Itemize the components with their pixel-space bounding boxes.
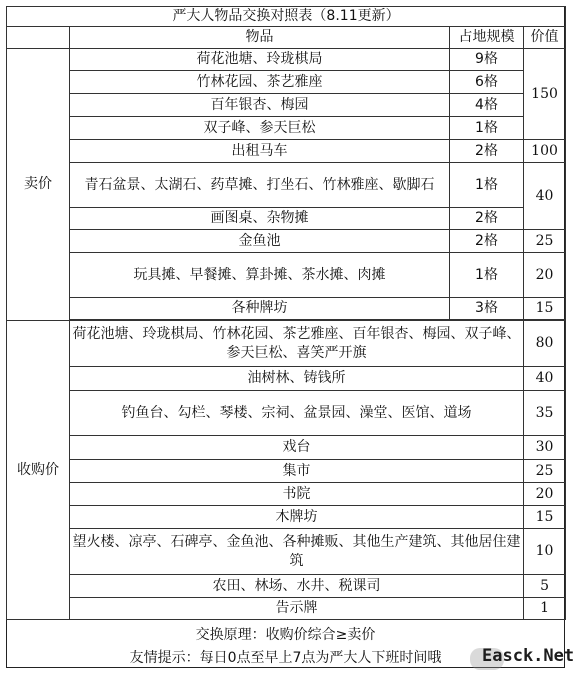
buy-item: 农田、林场、水井、税课司 xyxy=(70,575,524,598)
buy-item: 油树林、铸钱所 xyxy=(70,367,524,391)
header-value: 价值 xyxy=(524,27,566,49)
sell-item: 双子峰、参天巨松 xyxy=(70,117,450,140)
table-row xyxy=(7,117,566,140)
sell-item: 出租马车 xyxy=(70,140,450,163)
header-row xyxy=(7,27,566,49)
sell-area: 2格 xyxy=(450,208,524,230)
sell-area: 1格 xyxy=(450,253,524,298)
buy-item: 告示牌 xyxy=(70,598,524,620)
buy-item: 集市 xyxy=(70,460,524,483)
buy-value: 1 xyxy=(524,598,566,620)
sell-section-label: 卖价 xyxy=(7,49,70,321)
table-row xyxy=(7,321,566,367)
buy-section-label: 收购价 xyxy=(7,321,70,620)
sell-area: 1格 xyxy=(450,163,524,208)
sell-area: 4格 xyxy=(450,94,524,117)
sell-item: 金鱼池 xyxy=(70,230,450,253)
table-row xyxy=(7,460,566,483)
sell-item: 各种牌坊 xyxy=(70,298,450,320)
table-row xyxy=(7,253,566,298)
sell-value: 40 xyxy=(524,163,566,230)
sell-item: 竹林花园、茶艺雅座 xyxy=(70,71,450,94)
sell-area: 6格 xyxy=(450,71,524,94)
sell-area: 9格 xyxy=(450,49,524,71)
table-row xyxy=(7,506,566,529)
sell-area: 1格 xyxy=(450,117,524,140)
table-row xyxy=(7,483,566,506)
table-row xyxy=(7,298,566,320)
table-row xyxy=(7,71,566,94)
buy-value: 35 xyxy=(524,391,566,436)
buy-item: 望火楼、凉亭、石碑亭、金鱼池、各种摊贩、其他生产建筑、其他居住建筑 xyxy=(70,529,524,575)
sell-item: 百年银杏、梅园 xyxy=(70,94,450,117)
table-row xyxy=(7,230,566,253)
table-row xyxy=(7,436,566,460)
header-area: 占地规模 xyxy=(450,27,524,49)
table-row xyxy=(7,49,566,71)
sell-item: 荷花池塘、玲珑棋局 xyxy=(70,49,450,71)
sell-area: 2格 xyxy=(450,140,524,163)
sell-area: 3格 xyxy=(450,298,524,320)
sell-value: 150 xyxy=(524,49,566,140)
buy-value: 15 xyxy=(524,506,566,529)
buy-value: 25 xyxy=(524,460,566,483)
buy-value: 10 xyxy=(524,529,566,575)
table-row xyxy=(7,598,566,620)
sell-item: 青石盆景、太湖石、药草摊、打坐石、竹林雅座、歇脚石 xyxy=(70,163,450,208)
buy-item: 荷花池塘、玲珑棋局、竹林花园、茶艺雅座、百年银杏、梅园、双子峰、参天巨松、喜笑严开旗 xyxy=(70,321,524,367)
buy-item: 钓鱼台、勾栏、琴楼、宗祠、盆景园、澡堂、医馆、道场 xyxy=(70,391,524,436)
table-row xyxy=(7,529,566,575)
sell-value: 100 xyxy=(524,140,566,163)
buy-value: 5 xyxy=(524,575,566,598)
table-row xyxy=(7,163,566,208)
buy-item: 木牌坊 xyxy=(70,506,524,529)
buy-value: 40 xyxy=(524,367,566,391)
buy-item: 戏台 xyxy=(70,436,524,460)
exchange-principle: 交换原理：收购价综合≥卖价 xyxy=(195,627,376,643)
sell-area: 2格 xyxy=(450,230,524,253)
table-row xyxy=(7,208,566,230)
table-row xyxy=(7,94,566,117)
sell-value: 20 xyxy=(524,253,566,298)
table-row xyxy=(7,575,566,598)
sell-value: 25 xyxy=(524,230,566,253)
table-title: 严大人物品交换对照表（8.11更新） xyxy=(7,7,566,27)
watermark-text: Easck.Net xyxy=(482,646,575,666)
table-row xyxy=(7,391,566,436)
sell-item: 玩具摊、早餐摊、算卦摊、茶水摊、肉摊 xyxy=(70,253,450,298)
table-row xyxy=(7,367,566,391)
header-item: 物品 xyxy=(70,27,450,49)
header-corner xyxy=(7,27,70,49)
buy-value: 20 xyxy=(524,483,566,506)
sell-value: 15 xyxy=(524,298,566,320)
buy-value: 80 xyxy=(524,321,566,367)
friendly-tip: 友情提示：每日0点至早上7点为严大人下班时间哦 xyxy=(129,650,442,666)
table-row xyxy=(7,140,566,163)
site-watermark xyxy=(470,640,575,672)
buy-value: 30 xyxy=(524,436,566,460)
buy-item: 书院 xyxy=(70,483,524,506)
sell-item: 画图桌、杂物摊 xyxy=(70,208,450,230)
exchange-table xyxy=(6,6,566,620)
